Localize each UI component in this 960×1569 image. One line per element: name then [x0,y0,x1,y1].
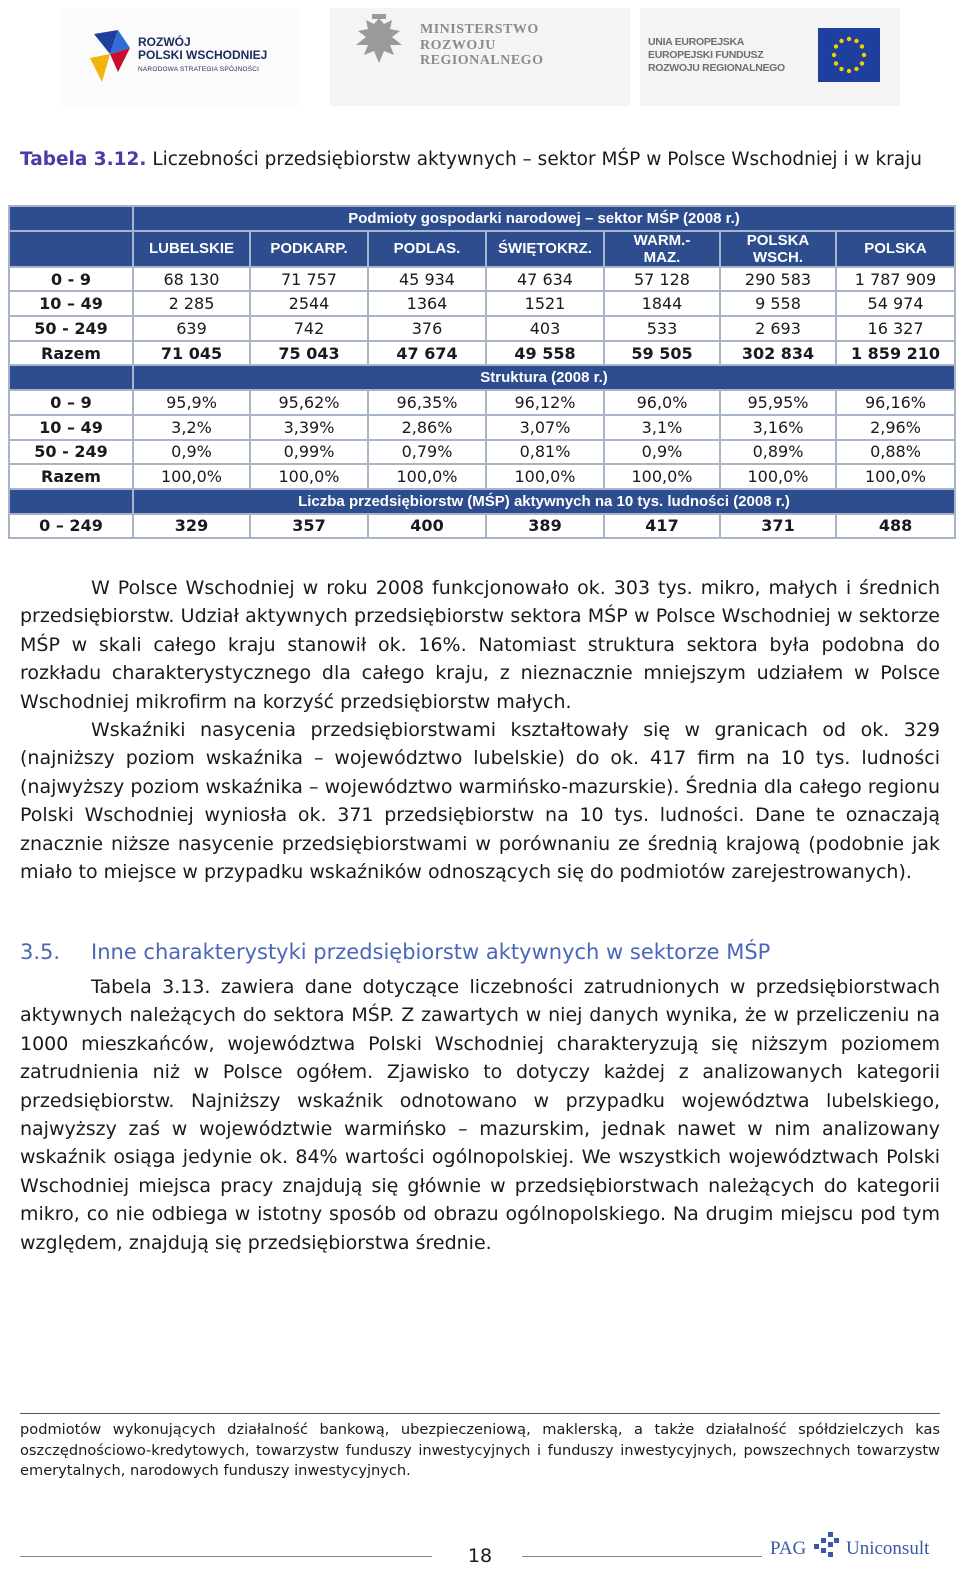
table-cell: 403 [486,316,604,341]
footer-logo-pag-uniconsult [770,1530,950,1564]
table-caption [20,145,940,174]
star-logo-icon [88,28,132,84]
table-corner-cell [9,206,133,231]
logo-mrr-line3: REGIONALNEGO [420,53,544,68]
table-corner-cell [9,231,133,267]
column-header-polska-wsch [720,231,836,267]
table-cell: 96,12% [486,390,604,415]
table-title: Podmioty gospodarki narodowej – sektor MŚP (2008 r.) [133,206,955,231]
table-cell: 302 834 [720,341,836,366]
logo-ue-line2: EUROPEJSKI FUNDUSZ [648,49,764,61]
table-cell: 1364 [368,291,486,316]
table-cell: 68 130 [133,267,250,292]
column-header-label: POLSKA [864,240,927,258]
column-header-label-line2: WSCH. [753,248,803,266]
column-header-label-line2: MAZ. [643,248,681,266]
column-header-label: PODKARP. [270,240,348,258]
structure-section-title: Struktura (2008 r.) [133,365,955,390]
table-cell: 417 [604,514,720,539]
footer-divider-right [522,1556,762,1557]
logo-rozwoj-polski-wschodniej [60,8,300,106]
table-cell: 96,16% [836,390,955,415]
column-header-swietokrz [486,231,604,267]
structure-row [9,415,955,440]
table-cell: 59 505 [604,341,720,366]
table-cell: 371 [720,514,836,539]
counts-row [9,341,955,366]
table-cell: 96,0% [604,390,720,415]
logo-mrr-line2: ROZWOJU [420,37,496,53]
footer-logo-pag: PAG [770,1538,807,1559]
logo-rpw-tagline: NARODOWA STRATEGIA SPÓJNOŚCI [138,66,260,73]
structure-row [9,390,955,415]
table-cell: 389 [486,514,604,539]
dots-logo-icon [812,1530,840,1560]
table-cell: 488 [836,514,955,539]
logo-ue-line1: UNIA EUROPEJSKA [648,36,745,48]
table-cell: 3,16% [720,415,836,440]
paragraph-1-text: W Polsce Wschodniej w roku 2008 funkcjonowało ok. 303 tys. mikro, małych i średnich przedsiębiorstw. Udział aktywnych przedsiębiorstw sektora MŚP w Polsce Wschodniej w sektorze MŚP w skali całego kraju stanowił ok. 16%. Natomiast struktura sektora była podobna do rozkładu charakterystycznego dla całego kraju, z nieznacznie mniejszym udziałem w Polsce Wschodniej mikrofirm na korzyść przedsiębiorstw małych. [20,577,940,713]
logo-ministerstwo [330,8,630,106]
logo-rpw-line1: ROZWÓJ [138,35,191,49]
structure-section-header-row [9,365,955,390]
table-cell: 96,35% [368,390,486,415]
table-cell: 100,0% [368,464,486,489]
section-heading [20,938,940,966]
row-label: 50 - 249 [9,316,133,341]
table-cell: 3,07% [486,415,604,440]
table-cell: 400 [368,514,486,539]
column-header-lubelskie [133,231,250,267]
column-header-warm-maz [604,231,720,267]
table-cell: 47 634 [486,267,604,292]
table-cell: 290 583 [720,267,836,292]
table-cell: 2 285 [133,291,250,316]
column-header-podkarp [250,231,368,267]
density-section-header-row [9,489,955,514]
table-cell: 49 558 [486,341,604,366]
table-cell: 57 128 [604,267,720,292]
table-cell: 2544 [250,291,368,316]
table-title-row [9,206,955,231]
table-cell: 54 974 [836,291,955,316]
eagle-emblem-icon [348,12,410,76]
table-cell: 0,9% [133,440,250,465]
table-cell: 3,1% [604,415,720,440]
table-cell: 71 757 [250,267,368,292]
density-section-title: Liczba przedsiębiorstw (MŚP) aktywnych na 10 tys. ludności (2008 r.) [133,489,955,514]
column-header-podlas [368,231,486,267]
table-cell: 47 674 [368,341,486,366]
table-column-header-row [9,231,955,267]
row-label: 0 – 9 [9,390,133,415]
table-cell: 100,0% [604,464,720,489]
table-cell: 95,95% [720,390,836,415]
logo-rpw-line2: POLSKI WSCHODNIEJ [138,48,268,62]
table-corner-cell [9,489,133,514]
table-cell: 100,0% [720,464,836,489]
table-corner-cell [9,365,133,390]
table-cell: 95,62% [250,390,368,415]
caption-text: Liczebności przedsiębiorstw aktywnych – sektor MŚP w Polsce Wschodniej i w kraju [146,149,922,170]
paragraph-2-text: Wskaźniki nasycenia przedsiębiorstwami kształtowały się w granicach od ok. 329 (najniższy poziom wskaźnika – województwo lubelskie) do ok. 417 firm na 10 tys. ludności (najwyższy poziom wskaźnika – województwo warmińsko-mazurskie). Średnia dla całego regionu Polski Wschodniej wyniosła ok. 371 przedsiębiorstw na 10 tys. ludności. Dane te oznaczają znacznie niższe nasycenie przedsiębiorstwami w porównaniu ze średnią krajową (podobnie jak miało to miejsce w przypadku wskaźników odnoszących się do podmiotów zarejestrowanych). [20,719,940,884]
table-cell: 0,89% [720,440,836,465]
section-heading-number: 3.5. [20,940,61,964]
table-cell: 0,9% [604,440,720,465]
table-cell: 95,9% [133,390,250,415]
table-cell: 639 [133,316,250,341]
structure-row [9,464,955,489]
table-cell: 100,0% [486,464,604,489]
table-cell: 0,88% [836,440,955,465]
column-header-label: LUBELSKIE [148,240,234,258]
row-label: 10 – 49 [9,415,133,440]
table-cell: 1844 [604,291,720,316]
table-cell: 71 045 [133,341,250,366]
table-cell: 0,99% [250,440,368,465]
structure-row [9,440,955,465]
table-cell: 742 [250,316,368,341]
data-table [8,205,956,539]
density-row [9,514,955,539]
counts-row [9,316,955,341]
header-logos [60,8,900,106]
page-number: 18 [467,1545,493,1567]
table-cell: 533 [604,316,720,341]
table-cell: 0,79% [368,440,486,465]
row-label: 0 – 249 [9,514,133,539]
table-cell: 1521 [486,291,604,316]
table-cell: 3,39% [250,415,368,440]
row-label: 50 - 249 [9,440,133,465]
table-cell: 2 693 [720,316,836,341]
counts-row [9,291,955,316]
column-header-polska [836,231,955,267]
column-header-label: WARM.- [633,231,691,249]
row-label: Razem [9,464,133,489]
column-header-label: POLSKA [746,231,810,249]
logo-mrr-line1: MINISTERSTWO [420,22,539,37]
table-cell: 2,86% [368,415,486,440]
table-cell: 75 043 [250,341,368,366]
footer-divider-left [20,1556,432,1557]
eu-flag-icon [818,28,880,82]
logo-unia-europejska [640,8,900,106]
footer-logo-uniconsult: Uniconsult [846,1538,930,1559]
row-label: Razem [9,341,133,366]
paragraph-3-text: Tabela 3.13. zawiera dane dotyczące liczebności zatrudnionych w przedsiębiorstwach aktywnych należących do sektora MŚP. Z zawartych w niej danych wynika, że w przeliczeniu na 1000 mieszkańców, województwa Polski Wschodniej charakteryzują się niższym poziomem zatrudnienia niż w Polsce ogółem. Zjawisko to dotyczy każdej z analizowanych kategorii przedsiębiorstw. Najniższy wskaźnik odnotowano w przypadku województwa lubelskiego, najwyższy zaś w województwie warmińsko – mazurskim, jednak nawet w nim analizowany wskaźnik osiąga jedynie ok. 84% wartości ogólnopolskiej. We wszystkich województwach Polski Wschodniej miejsca pracy znajdują się głównie w przedsiębiorstwach należących do kategorii mikro, co nie odbiega w istotny sposób od obrazu ogólnopolskiego. Na drugim miejscu pod tym względem, znajdują się przedsiębiorstwa średnie. [20,976,940,1254]
column-header-label: ŚWIĘTOKRZ. [498,240,592,258]
table-cell: 16 327 [836,316,955,341]
table-cell: 1 859 210 [836,341,955,366]
paragraph-2 [20,716,940,886]
table-cell: 45 934 [368,267,486,292]
table-cell: 1 787 909 [836,267,955,292]
column-header-label: PODLAS. [393,240,461,258]
table-cell: 100,0% [133,464,250,489]
table-cell: 0,81% [486,440,604,465]
footnote-text: podmiotów wykonujących działalność bankową, ubezpieczeniową, maklerską, a także działalność spółdzielczych kas oszczędnościowo-kredytowych, towarzystw funduszy inwestycyjnych i funduszy inwestycyjnych, powszechnych towarzystw emerytalnych, narodowych funduszy inwestycyjnych. [20,1421,940,1479]
row-label: 0 - 9 [9,267,133,292]
table-cell: 100,0% [836,464,955,489]
paragraph-1 [20,574,940,716]
counts-row [9,267,955,292]
table-cell: 357 [250,514,368,539]
table-cell: 9 558 [720,291,836,316]
logo-ue-line3: ROZWOJU REGIONALNEGO [648,62,785,74]
table-cell: 376 [368,316,486,341]
section-heading-text: Inne charakterystyki przedsiębiorstw aktywnych w sektorze MŚP [91,940,771,964]
table-cell: 2,96% [836,415,955,440]
table-cell: 329 [133,514,250,539]
paragraph-3 [20,973,940,1257]
footnote-divider [20,1413,940,1414]
table-cell: 3,2% [133,415,250,440]
row-label: 10 – 49 [9,291,133,316]
caption-label: Tabela 3.12. [20,149,147,170]
table-cell: 100,0% [250,464,368,489]
